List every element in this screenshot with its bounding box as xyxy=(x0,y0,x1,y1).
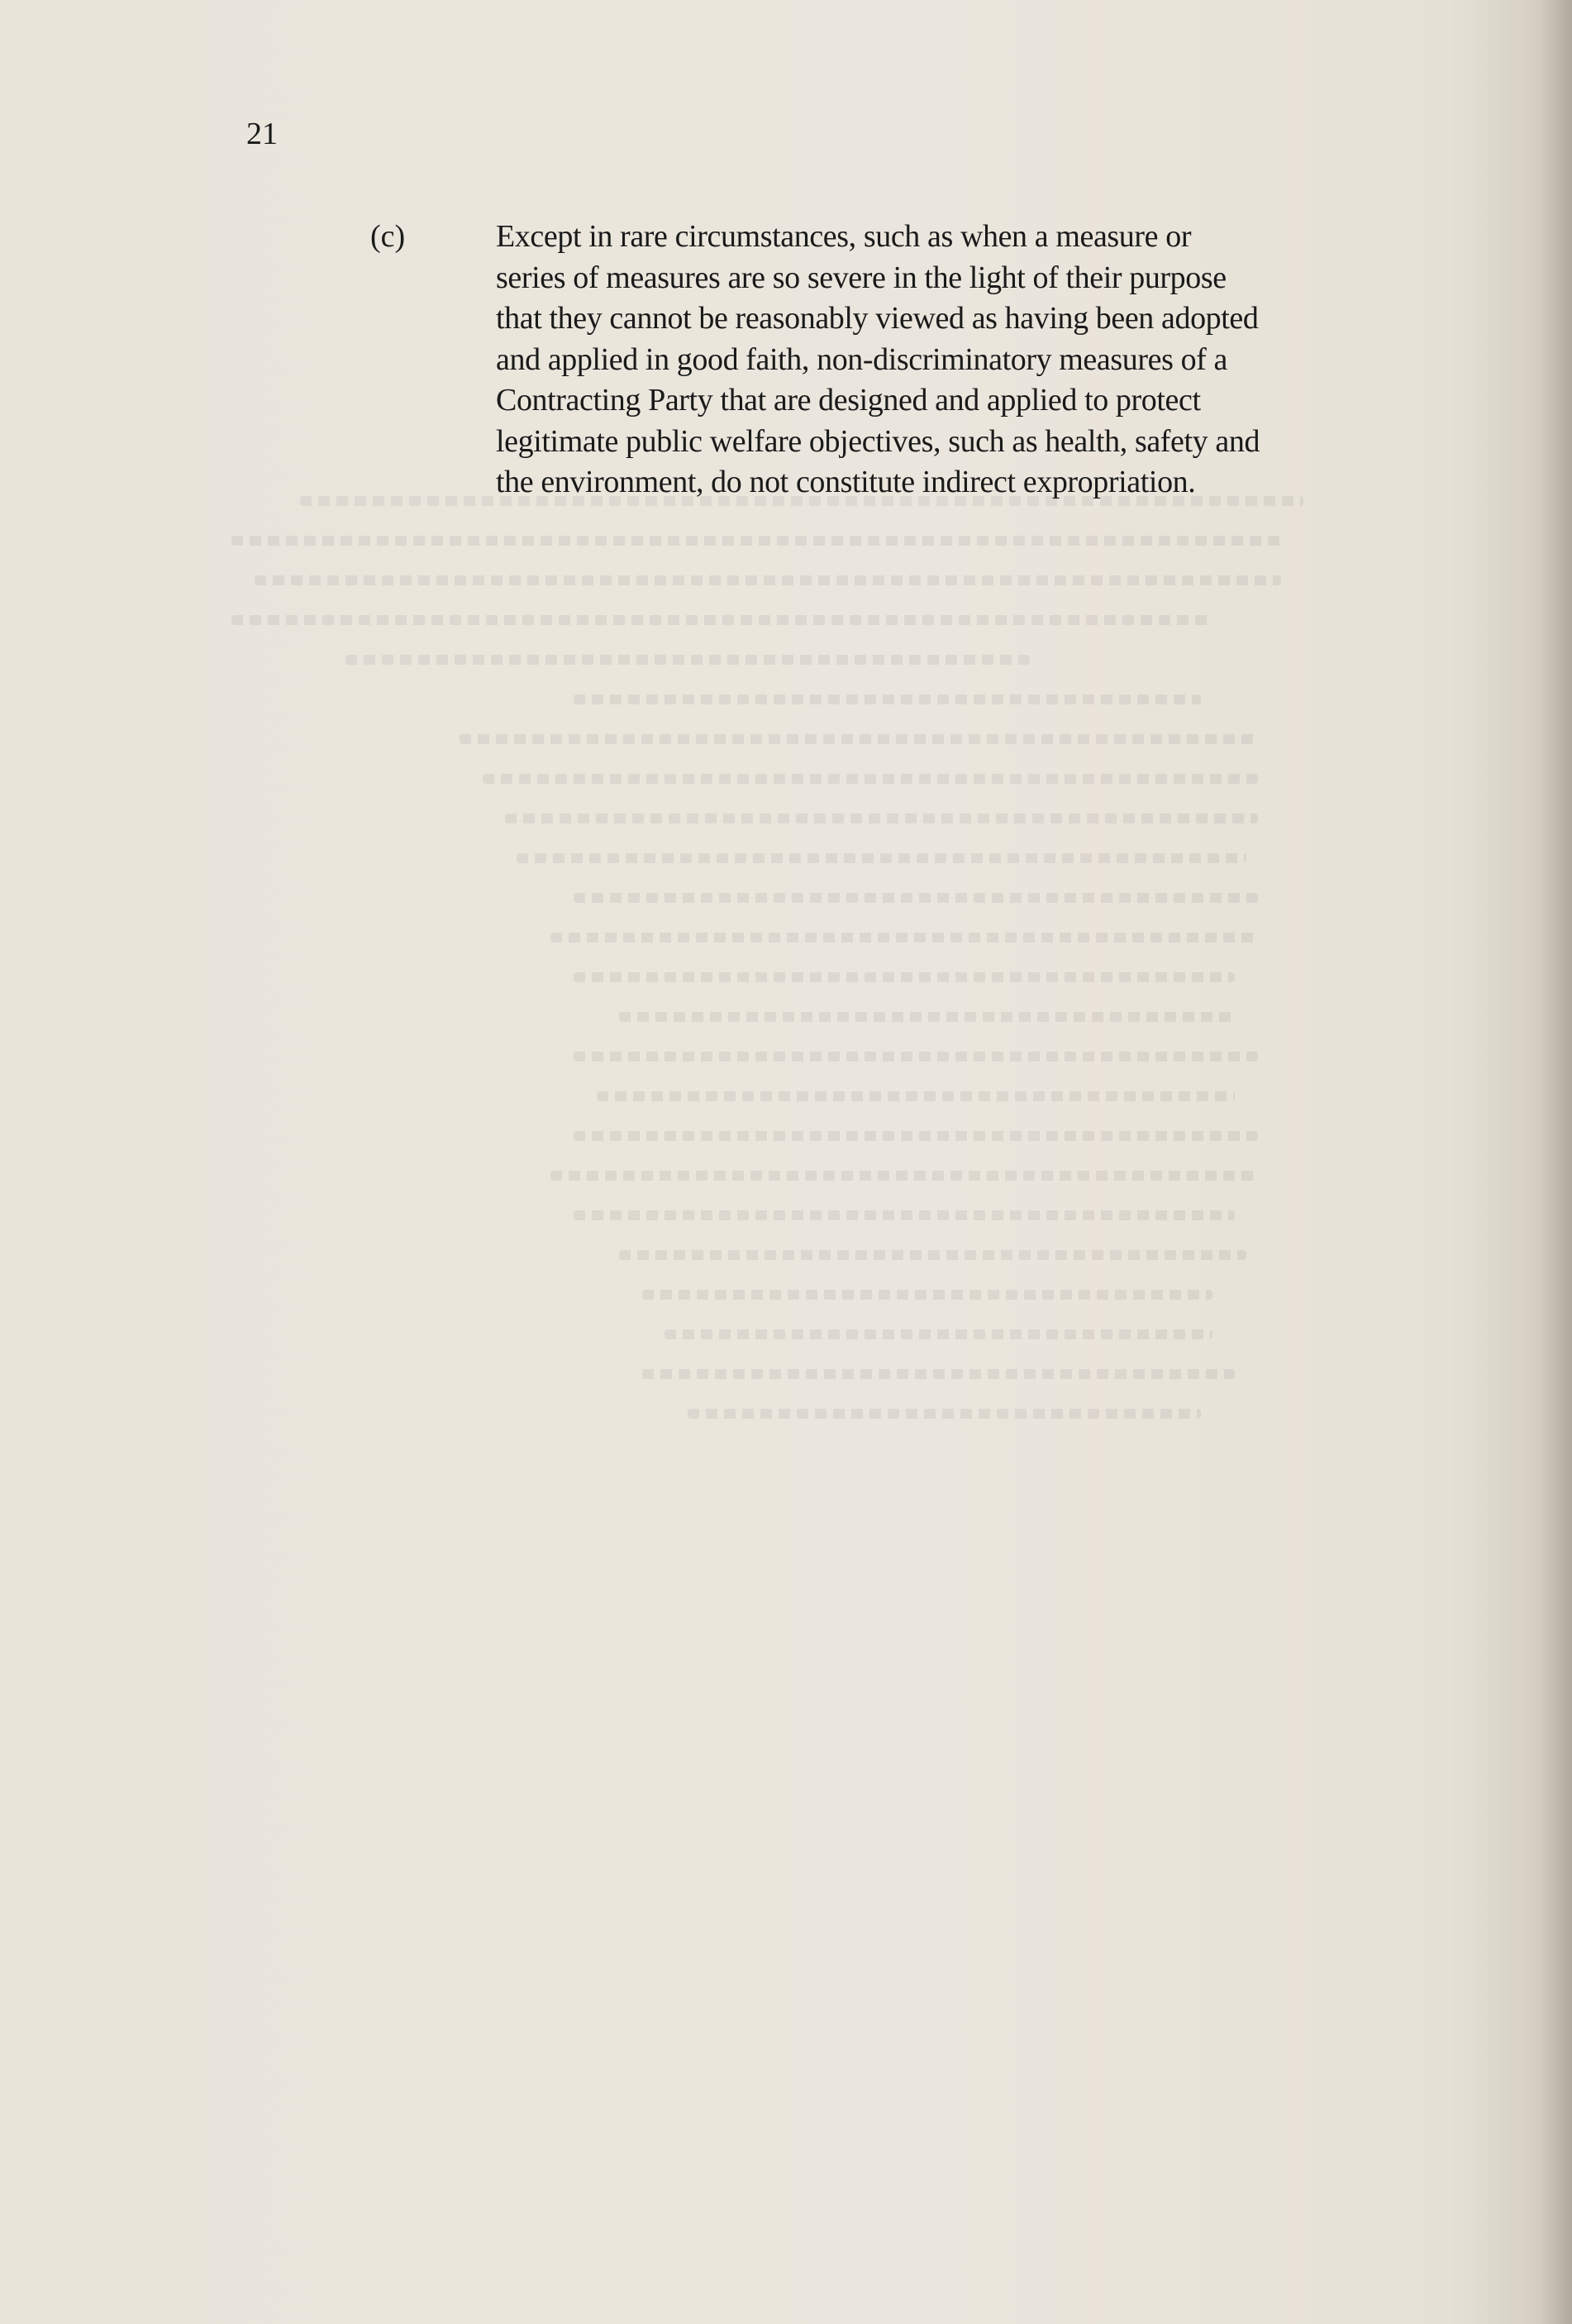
clause-label: (c) xyxy=(370,219,406,254)
reverse-side-bleed-through xyxy=(231,496,1372,1984)
page-edge-shadow xyxy=(1539,0,1572,2324)
clause-body-text: Except in rare circumstances, such as when a measure or series of measures are so severe in the light of their purpose that they cannot be reasonably viewed as having been adopted and applied in good faith, non-discriminatory measures of a Contracting Party that are designed and applied to protect legitimate public welfare objectives, such as health, safety and the environment, do not constitute indirect expropriation. xyxy=(496,219,1260,499)
page-number: 21 xyxy=(246,117,278,151)
